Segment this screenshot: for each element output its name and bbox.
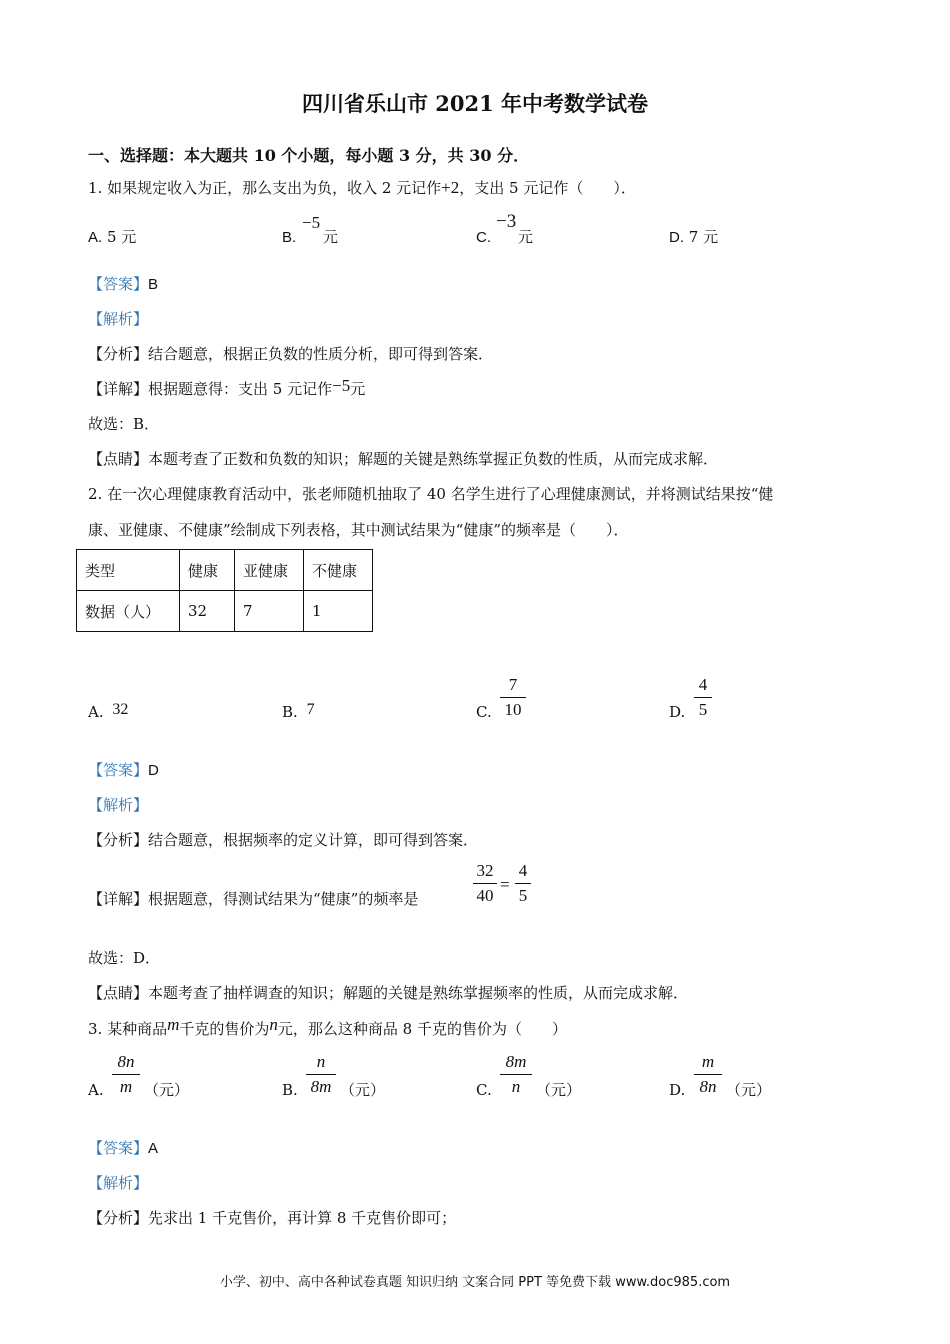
page-footer: 小学、初中、高中各种试卷真题 知识归纳 文案合同 PPT 等免费下载 www.doc985.com bbox=[219, 1275, 731, 1290]
q2-option-a-value: 32 bbox=[112, 701, 129, 718]
q1-stem-math: +2 bbox=[441, 178, 460, 197]
q3-option-b-label: B. bbox=[282, 1081, 298, 1099]
q3-analysis-tag bbox=[88, 1173, 148, 1193]
q2-xiangjie-tag: 【详解】 bbox=[88, 890, 149, 908]
q1-dianjing-tag: 【点睛】 bbox=[88, 450, 149, 468]
q3-fenxi-text: 先求出 1 千克售价，再计算 8 千克售价即可； bbox=[148, 1209, 457, 1227]
q3-option-c-unit: （元） bbox=[536, 1081, 582, 1099]
q2-dianjing-text: 本题考查了抽样调查的知识；解题的关键是熟练掌握频率的性质，从而完成求解． bbox=[148, 984, 689, 1002]
q3-option-d-unit: （元） bbox=[726, 1081, 772, 1099]
q1-option-d-label: D. bbox=[669, 229, 684, 246]
q2-xiangjie-fraction-1 bbox=[473, 861, 497, 906]
q3-option-d-fraction bbox=[694, 1052, 722, 1097]
q2-option-d-fraction bbox=[694, 675, 712, 720]
q3-answer bbox=[88, 1138, 158, 1159]
q2-option-c-fraction bbox=[500, 675, 526, 720]
q1-fenxi bbox=[88, 344, 493, 364]
fraction-numerator: 8m bbox=[505, 1052, 527, 1071]
fraction-bar bbox=[500, 1074, 532, 1075]
q1-option-c-label: C. bbox=[476, 229, 491, 246]
q1-answer bbox=[88, 274, 158, 295]
fraction-numerator: 4 bbox=[518, 861, 528, 880]
fraction-denominator: 40 bbox=[476, 886, 494, 905]
q3-stem-n: n bbox=[269, 1015, 278, 1034]
q1-xiangjie-math: −5 bbox=[332, 376, 351, 395]
q2-option-a-label: A. bbox=[88, 703, 104, 721]
q1-option-d bbox=[669, 227, 718, 248]
q2-analysis-tag bbox=[88, 795, 148, 815]
q1-option-b bbox=[282, 227, 296, 248]
q1-option-a-text: 5 元 bbox=[106, 228, 137, 246]
table-header-row bbox=[77, 550, 373, 591]
fraction-bar bbox=[306, 1074, 336, 1075]
q1-option-c-math: −3 bbox=[496, 211, 517, 232]
q1-stem-text: 1. 如果规定收入为正，那么支出为负，收入 2 元记作 bbox=[88, 179, 442, 197]
q1-option-c-unit: 元 bbox=[518, 228, 534, 246]
q2-dianjing-tag: 【点睛】 bbox=[88, 984, 149, 1002]
fraction-numerator: 7 bbox=[508, 675, 518, 694]
fraction-denominator: 5 bbox=[698, 700, 708, 719]
q2-stem-line1: 2. 在一次心理健康教育活动中，张老师随机抽取了 40 名学生进行了心理健康测试，并将测试结果按“健 bbox=[88, 485, 774, 503]
fraction-numerator: 4 bbox=[698, 675, 708, 694]
q1-option-a bbox=[88, 227, 136, 248]
fraction-numerator: 32 bbox=[476, 861, 494, 880]
fraction-numerator: n bbox=[316, 1052, 326, 1071]
table-header-cell: 亚健康 bbox=[235, 550, 304, 591]
q3-analysis-label: 【解析】 bbox=[88, 1174, 149, 1192]
page-title: 四川省乐山市 2021 年中考数学试卷 bbox=[301, 91, 649, 116]
table-cell: 7 bbox=[235, 591, 304, 632]
q1-option-b-unit: 元 bbox=[323, 228, 339, 246]
q3-option-a-fraction bbox=[112, 1052, 140, 1097]
q3-stem-a: 3. 某种商品 bbox=[88, 1020, 168, 1038]
fraction-numerator: m bbox=[701, 1052, 715, 1071]
q3-answer-value: A bbox=[148, 1140, 159, 1157]
q1-dianjing-text: 本题考查了正数和负数的知识；解题的关键是熟练掌握正负数的性质，从而完成求解． bbox=[148, 450, 719, 468]
q3-option-a-unit: （元） bbox=[144, 1081, 190, 1099]
fraction-denominator: 5 bbox=[518, 886, 528, 905]
q2-answer-value: D bbox=[148, 762, 159, 779]
q1-fenxi-text: 结合题意，根据正负数的性质分析，即可得到答案． bbox=[148, 345, 494, 363]
q3-stem-c: 元，那么这种商品 8 千克的售价为（ ） bbox=[277, 1020, 567, 1038]
q2-option-b bbox=[282, 702, 315, 723]
q2-stem-line2: 康、亚健康、不健康”绘制成下列表格，其中测试结果为“健康”的频率是（ ）． bbox=[88, 521, 629, 539]
q2-guxuan: 故选：D． bbox=[88, 949, 161, 967]
fraction-numerator: 8n bbox=[117, 1052, 135, 1071]
q1-xiangjie-text: 根据题意得：支出 5 元记作 bbox=[148, 380, 333, 398]
q2-answer-tag: 【答案】 bbox=[88, 761, 149, 779]
q1-option-b-label: B. bbox=[282, 229, 297, 246]
q3-stem-m: m bbox=[167, 1015, 180, 1034]
q1-dianjing bbox=[88, 449, 718, 469]
q2-fenxi-text: 结合题意，根据频率的定义计算，即可得到答案． bbox=[148, 831, 479, 849]
q2-option-d-label: D. bbox=[669, 703, 686, 721]
q2-xiangjie-fraction-2 bbox=[515, 861, 531, 906]
q1-answer-value: B bbox=[148, 276, 159, 293]
table-cell: 32 bbox=[180, 591, 235, 632]
q1-xiangjie-tag: 【详解】 bbox=[88, 380, 149, 398]
q1-fenxi-tag: 【分析】 bbox=[88, 345, 149, 363]
q2-dianjing bbox=[88, 983, 688, 1003]
q3-option-d-label: D. bbox=[669, 1081, 686, 1099]
fraction-bar bbox=[473, 883, 497, 884]
q1-guxuan: 故选：B． bbox=[88, 415, 160, 433]
fraction-bar bbox=[694, 697, 712, 698]
q3-option-b-fraction bbox=[306, 1052, 336, 1097]
fraction-bar bbox=[515, 883, 531, 884]
q2-xiangjie-text: 根据题意，得测试结果为“健康”的频率是 bbox=[148, 890, 419, 908]
q3-option-b-unit: （元） bbox=[340, 1081, 386, 1099]
q2-option-b-label: B. bbox=[282, 703, 298, 721]
q1-analysis-label: 【解析】 bbox=[88, 310, 149, 328]
fraction-denominator: n bbox=[511, 1077, 521, 1096]
fraction-bar bbox=[112, 1074, 140, 1075]
q1-option-b-math: −5 bbox=[302, 213, 321, 232]
q3-fenxi-tag: 【分析】 bbox=[88, 1209, 149, 1227]
q1-xiangjie bbox=[88, 376, 366, 399]
q1-xiangjie-unit: 元 bbox=[350, 380, 366, 398]
section-header: 一、选择题：本大题共 10 个小题，每小题 3 分，共 30 分． bbox=[88, 146, 530, 165]
q1-stem-tail: ，支出 5 元记作（ ）． bbox=[459, 179, 636, 197]
table-header-cell: 健康 bbox=[180, 550, 235, 591]
fraction-denominator: m bbox=[119, 1077, 133, 1096]
q2-option-a bbox=[88, 702, 128, 723]
q3-stem bbox=[88, 1015, 567, 1039]
table-header-cell: 不健康 bbox=[304, 550, 373, 591]
table-cell: 数据（人） bbox=[77, 591, 180, 632]
q2-option-c-label: C. bbox=[476, 703, 492, 721]
q1-option-d-text: 7 元 bbox=[688, 228, 719, 246]
q2-fenxi bbox=[88, 830, 478, 850]
q3-option-a-label: A. bbox=[88, 1081, 104, 1099]
q1-stem bbox=[88, 178, 636, 198]
q3-stem-b: 千克的售价为 bbox=[179, 1020, 270, 1038]
fraction-bar bbox=[500, 697, 526, 698]
q2-xiangjie-equals: = bbox=[500, 875, 510, 894]
q3-fenxi bbox=[88, 1208, 456, 1228]
fraction-bar bbox=[694, 1074, 722, 1075]
table-row bbox=[77, 591, 373, 632]
q2-answer bbox=[88, 760, 159, 781]
q1-analysis-tag bbox=[88, 309, 148, 329]
q1-option-a-label: A. bbox=[88, 229, 103, 246]
q3-option-c-label: C. bbox=[476, 1081, 492, 1099]
q2-option-b-value: 7 bbox=[306, 701, 315, 718]
q2-data-table bbox=[76, 549, 373, 632]
fraction-denominator: 8m bbox=[310, 1077, 332, 1096]
fraction-denominator: 8n bbox=[699, 1077, 717, 1096]
q2-analysis-label: 【解析】 bbox=[88, 796, 149, 814]
q2-xiangjie bbox=[88, 889, 418, 909]
q3-option-c-fraction bbox=[500, 1052, 532, 1097]
q1-answer-tag: 【答案】 bbox=[88, 275, 149, 293]
table-cell: 1 bbox=[304, 591, 373, 632]
q3-answer-tag: 【答案】 bbox=[88, 1139, 149, 1157]
fraction-denominator: 10 bbox=[504, 700, 522, 719]
q2-fenxi-tag: 【分析】 bbox=[88, 831, 149, 849]
table-header-cell: 类型 bbox=[77, 550, 180, 591]
q1-option-c bbox=[476, 227, 491, 248]
